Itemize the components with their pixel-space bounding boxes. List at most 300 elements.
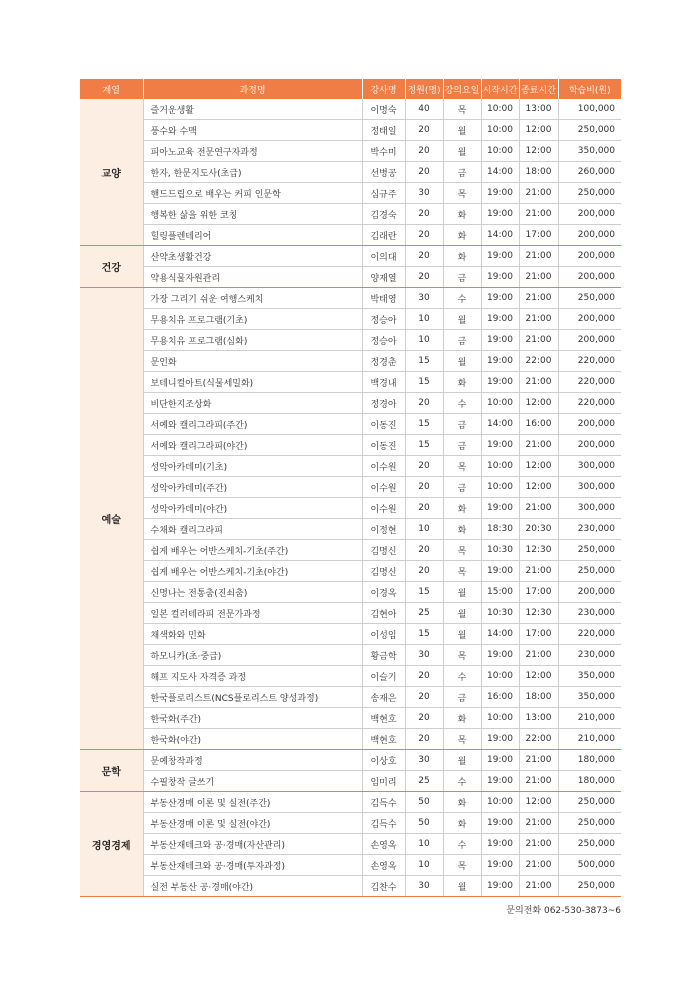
instructor-cell: 심규주 bbox=[362, 183, 405, 204]
table-row bbox=[80, 582, 621, 603]
fee-cell: 230,000 bbox=[558, 645, 621, 666]
day-cell: 수 bbox=[443, 393, 481, 414]
capacity-cell: 20 bbox=[405, 141, 443, 162]
course-name-cell: 풍수와 수맥 bbox=[143, 120, 362, 141]
course-name-cell: 수채화 캘리그라피 bbox=[143, 519, 362, 540]
table-row bbox=[80, 561, 621, 582]
start-time-cell: 10:00 bbox=[481, 792, 519, 813]
fee-cell: 210,000 bbox=[558, 729, 621, 750]
category-cell: 문학 bbox=[80, 750, 143, 792]
capacity-cell: 10 bbox=[405, 330, 443, 351]
header-capacity: 정원(명) bbox=[405, 79, 443, 99]
start-time-cell: 19:00 bbox=[481, 351, 519, 372]
end-time-cell: 21:00 bbox=[519, 813, 558, 834]
capacity-cell: 20 bbox=[405, 393, 443, 414]
header-course-name: 과정명 bbox=[143, 79, 362, 99]
instructor-cell: 정승아 bbox=[362, 309, 405, 330]
instructor-cell: 이수원 bbox=[362, 477, 405, 498]
day-cell: 월 bbox=[443, 309, 481, 330]
fee-cell: 230,000 bbox=[558, 519, 621, 540]
day-cell: 금 bbox=[443, 162, 481, 183]
start-time-cell: 19:00 bbox=[481, 750, 519, 771]
instructor-cell: 손영옥 bbox=[362, 834, 405, 855]
instructor-cell: 황금학 bbox=[362, 645, 405, 666]
instructor-cell: 이슬기 bbox=[362, 666, 405, 687]
fee-cell: 220,000 bbox=[558, 624, 621, 645]
instructor-cell: 김득수 bbox=[362, 792, 405, 813]
table-row bbox=[80, 456, 621, 477]
start-time-cell: 19:00 bbox=[481, 813, 519, 834]
fee-cell: 200,000 bbox=[558, 435, 621, 456]
end-time-cell: 21:00 bbox=[519, 834, 558, 855]
category-cell: 경영경제 bbox=[80, 792, 143, 897]
end-time-cell: 12:30 bbox=[519, 540, 558, 561]
course-name-cell: 피아노교육 전문연구자과정 bbox=[143, 141, 362, 162]
day-cell: 금 bbox=[443, 435, 481, 456]
end-time-cell: 20:30 bbox=[519, 519, 558, 540]
header-fee: 학습비(원) bbox=[558, 79, 621, 99]
end-time-cell: 21:00 bbox=[519, 204, 558, 225]
header-end-time: 종료시간 bbox=[519, 79, 558, 99]
end-time-cell: 21:00 bbox=[519, 309, 558, 330]
day-cell: 월 bbox=[443, 750, 481, 771]
table-row bbox=[80, 372, 621, 393]
table-row bbox=[80, 351, 621, 372]
course-name-cell: 부동산경매 이론 및 실전(야간) bbox=[143, 813, 362, 834]
day-cell: 목 bbox=[443, 99, 481, 120]
course-name-cell: 일본 컬러테라피 전문가과정 bbox=[143, 603, 362, 624]
table-row bbox=[80, 246, 621, 267]
fee-cell: 500,000 bbox=[558, 855, 621, 876]
day-cell: 목 bbox=[443, 561, 481, 582]
day-cell: 월 bbox=[443, 141, 481, 162]
capacity-cell: 15 bbox=[405, 582, 443, 603]
day-cell: 화 bbox=[443, 246, 481, 267]
instructor-cell: 이상호 bbox=[362, 750, 405, 771]
end-time-cell: 12:00 bbox=[519, 666, 558, 687]
start-time-cell: 10:30 bbox=[481, 603, 519, 624]
table-body bbox=[80, 99, 621, 897]
table-row bbox=[80, 288, 621, 309]
start-time-cell: 10:00 bbox=[481, 708, 519, 729]
course-name-cell: 해프 지도사 자격증 과정 bbox=[143, 666, 362, 687]
table-row bbox=[80, 225, 621, 246]
end-time-cell: 18:00 bbox=[519, 687, 558, 708]
end-time-cell: 18:00 bbox=[519, 162, 558, 183]
fee-cell: 200,000 bbox=[558, 204, 621, 225]
end-time-cell: 16:00 bbox=[519, 414, 558, 435]
start-time-cell: 10:00 bbox=[481, 120, 519, 141]
capacity-cell: 10 bbox=[405, 309, 443, 330]
course-name-cell: 약용식물자원관리 bbox=[143, 267, 362, 288]
end-time-cell: 12:00 bbox=[519, 393, 558, 414]
instructor-cell: 이동진 bbox=[362, 414, 405, 435]
day-cell: 월 bbox=[443, 624, 481, 645]
start-time-cell: 19:00 bbox=[481, 288, 519, 309]
capacity-cell: 20 bbox=[405, 498, 443, 519]
end-time-cell: 21:00 bbox=[519, 288, 558, 309]
fee-cell: 200,000 bbox=[558, 225, 621, 246]
instructor-cell: 백현호 bbox=[362, 708, 405, 729]
start-time-cell: 19:00 bbox=[481, 645, 519, 666]
capacity-cell: 20 bbox=[405, 729, 443, 750]
day-cell: 화 bbox=[443, 792, 481, 813]
fee-cell: 210,000 bbox=[558, 708, 621, 729]
instructor-cell: 김찬수 bbox=[362, 876, 405, 897]
fee-cell: 250,000 bbox=[558, 813, 621, 834]
end-time-cell: 12:00 bbox=[519, 456, 558, 477]
table-row bbox=[80, 603, 621, 624]
start-time-cell: 14:00 bbox=[481, 624, 519, 645]
table-row bbox=[80, 645, 621, 666]
course-name-cell: 성악아카데미(야간) bbox=[143, 498, 362, 519]
instructor-cell: 이명숙 bbox=[362, 99, 405, 120]
fee-cell: 260,000 bbox=[558, 162, 621, 183]
instructor-cell: 정경춘 bbox=[362, 351, 405, 372]
table-row bbox=[80, 99, 621, 120]
fee-cell: 180,000 bbox=[558, 771, 621, 792]
table-row bbox=[80, 519, 621, 540]
table-row bbox=[80, 393, 621, 414]
fee-cell: 350,000 bbox=[558, 141, 621, 162]
instructor-cell: 백현호 bbox=[362, 729, 405, 750]
table-row bbox=[80, 120, 621, 141]
end-time-cell: 21:00 bbox=[519, 855, 558, 876]
table-row bbox=[80, 792, 621, 813]
capacity-cell: 30 bbox=[405, 876, 443, 897]
course-name-cell: 산약초생활건강 bbox=[143, 246, 362, 267]
course-name-cell: 한국화(주간) bbox=[143, 708, 362, 729]
course-name-cell: 비단한지조상화 bbox=[143, 393, 362, 414]
table-row bbox=[80, 855, 621, 876]
fee-cell: 230,000 bbox=[558, 603, 621, 624]
capacity-cell: 15 bbox=[405, 624, 443, 645]
instructor-cell: 양재열 bbox=[362, 267, 405, 288]
fee-cell: 250,000 bbox=[558, 288, 621, 309]
start-time-cell: 19:00 bbox=[481, 435, 519, 456]
day-cell: 목 bbox=[443, 645, 481, 666]
table-row bbox=[80, 414, 621, 435]
instructor-cell: 선병공 bbox=[362, 162, 405, 183]
fee-cell: 250,000 bbox=[558, 183, 621, 204]
fee-cell: 200,000 bbox=[558, 246, 621, 267]
end-time-cell: 21:00 bbox=[519, 372, 558, 393]
course-name-cell: 문인화 bbox=[143, 351, 362, 372]
course-name-cell: 핸드드립으로 배우는 커피 인문학 bbox=[143, 183, 362, 204]
instructor-cell: 송재은 bbox=[362, 687, 405, 708]
start-time-cell: 10:00 bbox=[481, 141, 519, 162]
start-time-cell: 18:30 bbox=[481, 519, 519, 540]
instructor-cell: 정승아 bbox=[362, 330, 405, 351]
day-cell: 수 bbox=[443, 666, 481, 687]
header-category: 계열 bbox=[80, 79, 143, 99]
capacity-cell: 30 bbox=[405, 288, 443, 309]
day-cell: 화 bbox=[443, 708, 481, 729]
capacity-cell: 10 bbox=[405, 834, 443, 855]
start-time-cell: 10:00 bbox=[481, 393, 519, 414]
end-time-cell: 17:00 bbox=[519, 582, 558, 603]
fee-cell: 200,000 bbox=[558, 414, 621, 435]
end-time-cell: 21:00 bbox=[519, 876, 558, 897]
table-row bbox=[80, 834, 621, 855]
end-time-cell: 21:00 bbox=[519, 498, 558, 519]
start-time-cell: 15:00 bbox=[481, 582, 519, 603]
capacity-cell: 20 bbox=[405, 162, 443, 183]
capacity-cell: 20 bbox=[405, 204, 443, 225]
inquiry-phone: 문의전화 062-530-3873~6 bbox=[506, 906, 621, 916]
fee-cell: 200,000 bbox=[558, 267, 621, 288]
table-row bbox=[80, 687, 621, 708]
start-time-cell: 19:00 bbox=[481, 729, 519, 750]
instructor-cell: 이경옥 bbox=[362, 582, 405, 603]
start-time-cell: 16:00 bbox=[481, 687, 519, 708]
fee-cell: 200,000 bbox=[558, 309, 621, 330]
capacity-cell: 20 bbox=[405, 540, 443, 561]
start-time-cell: 14:00 bbox=[481, 162, 519, 183]
day-cell: 목 bbox=[443, 183, 481, 204]
instructor-cell: 정태일 bbox=[362, 120, 405, 141]
instructor-cell: 백경내 bbox=[362, 372, 405, 393]
instructor-cell: 김명신 bbox=[362, 561, 405, 582]
day-cell: 수 bbox=[443, 288, 481, 309]
capacity-cell: 20 bbox=[405, 456, 443, 477]
capacity-cell: 20 bbox=[405, 246, 443, 267]
course-name-cell: 서예와 캘리그라피(주간) bbox=[143, 414, 362, 435]
table-row bbox=[80, 330, 621, 351]
day-cell: 목 bbox=[443, 855, 481, 876]
fee-cell: 250,000 bbox=[558, 540, 621, 561]
capacity-cell: 25 bbox=[405, 771, 443, 792]
day-cell: 금 bbox=[443, 267, 481, 288]
day-cell: 화 bbox=[443, 204, 481, 225]
capacity-cell: 20 bbox=[405, 687, 443, 708]
capacity-cell: 20 bbox=[405, 708, 443, 729]
course-table bbox=[80, 79, 621, 897]
instructor-cell: 이동진 bbox=[362, 435, 405, 456]
end-time-cell: 12:00 bbox=[519, 120, 558, 141]
start-time-cell: 10:30 bbox=[481, 540, 519, 561]
instructor-cell: 김명신 bbox=[362, 540, 405, 561]
course-name-cell: 무용치유 프로그램(심화) bbox=[143, 330, 362, 351]
capacity-cell: 25 bbox=[405, 603, 443, 624]
end-time-cell: 12:00 bbox=[519, 477, 558, 498]
course-name-cell: 가장 그리기 쉬운 여행스케치 bbox=[143, 288, 362, 309]
header-day: 강의요일 bbox=[443, 79, 481, 99]
day-cell: 화 bbox=[443, 813, 481, 834]
capacity-cell: 15 bbox=[405, 435, 443, 456]
table-row bbox=[80, 666, 621, 687]
fee-cell: 200,000 bbox=[558, 330, 621, 351]
day-cell: 수 bbox=[443, 834, 481, 855]
day-cell: 금 bbox=[443, 687, 481, 708]
course-name-cell: 즐거운생활 bbox=[143, 99, 362, 120]
course-name-cell: 성악아카데미(주간) bbox=[143, 477, 362, 498]
header-instructor: 강사명 bbox=[362, 79, 405, 99]
course-name-cell: 서예와 캘리그라피(야간) bbox=[143, 435, 362, 456]
course-name-cell: 부동산재테크와 공·경매(자산관리) bbox=[143, 834, 362, 855]
fee-cell: 250,000 bbox=[558, 120, 621, 141]
start-time-cell: 19:00 bbox=[481, 561, 519, 582]
end-time-cell: 21:00 bbox=[519, 645, 558, 666]
table-row bbox=[80, 729, 621, 750]
instructor-cell: 이의대 bbox=[362, 246, 405, 267]
table-row bbox=[80, 708, 621, 729]
instructor-cell: 손영옥 bbox=[362, 855, 405, 876]
course-name-cell: 행복한 삶을 위한 코칭 bbox=[143, 204, 362, 225]
course-name-cell: 부동산경매 이론 및 실전(주간) bbox=[143, 792, 362, 813]
table-row bbox=[80, 477, 621, 498]
course-name-cell: 한국화(야간) bbox=[143, 729, 362, 750]
end-time-cell: 21:00 bbox=[519, 435, 558, 456]
table-row bbox=[80, 183, 621, 204]
table-row bbox=[80, 540, 621, 561]
start-time-cell: 19:00 bbox=[481, 330, 519, 351]
end-time-cell: 21:00 bbox=[519, 561, 558, 582]
start-time-cell: 10:00 bbox=[481, 666, 519, 687]
day-cell: 수 bbox=[443, 771, 481, 792]
start-time-cell: 19:00 bbox=[481, 246, 519, 267]
day-cell: 화 bbox=[443, 225, 481, 246]
fee-cell: 200,000 bbox=[558, 582, 621, 603]
end-time-cell: 21:00 bbox=[519, 267, 558, 288]
fee-cell: 300,000 bbox=[558, 498, 621, 519]
day-cell: 월 bbox=[443, 876, 481, 897]
course-name-cell: 성악아카데미(기초) bbox=[143, 456, 362, 477]
start-time-cell: 19:00 bbox=[481, 498, 519, 519]
table-row bbox=[80, 498, 621, 519]
day-cell: 금 bbox=[443, 477, 481, 498]
course-name-cell: 하모니카(초·중급) bbox=[143, 645, 362, 666]
capacity-cell: 20 bbox=[405, 267, 443, 288]
end-time-cell: 13:00 bbox=[519, 708, 558, 729]
table-row bbox=[80, 435, 621, 456]
day-cell: 월 bbox=[443, 120, 481, 141]
day-cell: 화 bbox=[443, 372, 481, 393]
instructor-cell: 이수원 bbox=[362, 456, 405, 477]
table-row bbox=[80, 876, 621, 897]
instructor-cell: 김경숙 bbox=[362, 204, 405, 225]
category-cell: 건강 bbox=[80, 246, 143, 288]
course-name-cell: 무용치유 프로그램(기초) bbox=[143, 309, 362, 330]
start-time-cell: 19:00 bbox=[481, 834, 519, 855]
table-row bbox=[80, 204, 621, 225]
table-header-row bbox=[80, 79, 621, 99]
course-name-cell: 쉽게 배우는 어반스케치-기초(주간) bbox=[143, 540, 362, 561]
instructor-cell: 김현아 bbox=[362, 603, 405, 624]
end-time-cell: 21:00 bbox=[519, 330, 558, 351]
end-time-cell: 22:00 bbox=[519, 729, 558, 750]
capacity-cell: 30 bbox=[405, 645, 443, 666]
instructor-cell: 박태영 bbox=[362, 288, 405, 309]
end-time-cell: 17:00 bbox=[519, 225, 558, 246]
course-name-cell: 한국플로리스트(NCS플로리스트 양성과정) bbox=[143, 687, 362, 708]
instructor-cell: 박수미 bbox=[362, 141, 405, 162]
capacity-cell: 20 bbox=[405, 561, 443, 582]
start-time-cell: 19:00 bbox=[481, 204, 519, 225]
capacity-cell: 20 bbox=[405, 120, 443, 141]
start-time-cell: 19:00 bbox=[481, 309, 519, 330]
fee-cell: 220,000 bbox=[558, 372, 621, 393]
capacity-cell: 40 bbox=[405, 99, 443, 120]
course-name-cell: 부동산재테크와 공·경매(투자과정) bbox=[143, 855, 362, 876]
day-cell: 화 bbox=[443, 498, 481, 519]
instructor-cell: 임미리 bbox=[362, 771, 405, 792]
fee-cell: 300,000 bbox=[558, 477, 621, 498]
course-name-cell: 힐링플렌테리어 bbox=[143, 225, 362, 246]
end-time-cell: 21:00 bbox=[519, 771, 558, 792]
end-time-cell: 12:30 bbox=[519, 603, 558, 624]
day-cell: 금 bbox=[443, 330, 481, 351]
day-cell: 월 bbox=[443, 603, 481, 624]
start-time-cell: 19:00 bbox=[481, 876, 519, 897]
course-name-cell: 문예창작과정 bbox=[143, 750, 362, 771]
capacity-cell: 20 bbox=[405, 225, 443, 246]
instructor-cell: 이수원 bbox=[362, 498, 405, 519]
day-cell: 월 bbox=[443, 351, 481, 372]
course-name-cell: 채색화와 민화 bbox=[143, 624, 362, 645]
end-time-cell: 21:00 bbox=[519, 750, 558, 771]
category-cell: 교양 bbox=[80, 99, 143, 246]
capacity-cell: 15 bbox=[405, 351, 443, 372]
table-row bbox=[80, 141, 621, 162]
course-name-cell: 한자, 한문지도사(초급) bbox=[143, 162, 362, 183]
day-cell: 목 bbox=[443, 729, 481, 750]
end-time-cell: 12:00 bbox=[519, 792, 558, 813]
day-cell: 목 bbox=[443, 540, 481, 561]
instructor-cell: 김래란 bbox=[362, 225, 405, 246]
day-cell: 금 bbox=[443, 414, 481, 435]
course-name-cell: 보테니컬아트(식물세밀화) bbox=[143, 372, 362, 393]
header-start-time: 시작시간 bbox=[481, 79, 519, 99]
capacity-cell: 10 bbox=[405, 855, 443, 876]
table-row bbox=[80, 162, 621, 183]
end-time-cell: 22:00 bbox=[519, 351, 558, 372]
instructor-cell: 김득수 bbox=[362, 813, 405, 834]
fee-cell: 300,000 bbox=[558, 456, 621, 477]
course-name-cell: 신명나는 전통춤(진쇠춤) bbox=[143, 582, 362, 603]
fee-cell: 220,000 bbox=[558, 393, 621, 414]
table-row bbox=[80, 309, 621, 330]
end-time-cell: 17:00 bbox=[519, 624, 558, 645]
day-cell: 월 bbox=[443, 582, 481, 603]
end-time-cell: 21:00 bbox=[519, 246, 558, 267]
end-time-cell: 13:00 bbox=[519, 99, 558, 120]
fee-cell: 250,000 bbox=[558, 876, 621, 897]
start-time-cell: 19:00 bbox=[481, 855, 519, 876]
fee-cell: 350,000 bbox=[558, 666, 621, 687]
capacity-cell: 20 bbox=[405, 477, 443, 498]
start-time-cell: 19:00 bbox=[481, 183, 519, 204]
fee-cell: 350,000 bbox=[558, 687, 621, 708]
end-time-cell: 12:00 bbox=[519, 141, 558, 162]
instructor-cell: 이성임 bbox=[362, 624, 405, 645]
capacity-cell: 15 bbox=[405, 414, 443, 435]
fee-cell: 100,000 bbox=[558, 99, 621, 120]
end-time-cell: 21:00 bbox=[519, 183, 558, 204]
start-time-cell: 19:00 bbox=[481, 267, 519, 288]
instructor-cell: 정경아 bbox=[362, 393, 405, 414]
start-time-cell: 10:00 bbox=[481, 477, 519, 498]
capacity-cell: 15 bbox=[405, 372, 443, 393]
capacity-cell: 50 bbox=[405, 792, 443, 813]
category-cell: 예술 bbox=[80, 288, 143, 750]
start-time-cell: 14:00 bbox=[481, 225, 519, 246]
start-time-cell: 19:00 bbox=[481, 372, 519, 393]
start-time-cell: 10:00 bbox=[481, 99, 519, 120]
course-name-cell: 수필창작 글쓰기 bbox=[143, 771, 362, 792]
fee-cell: 220,000 bbox=[558, 351, 621, 372]
table-row bbox=[80, 750, 621, 771]
